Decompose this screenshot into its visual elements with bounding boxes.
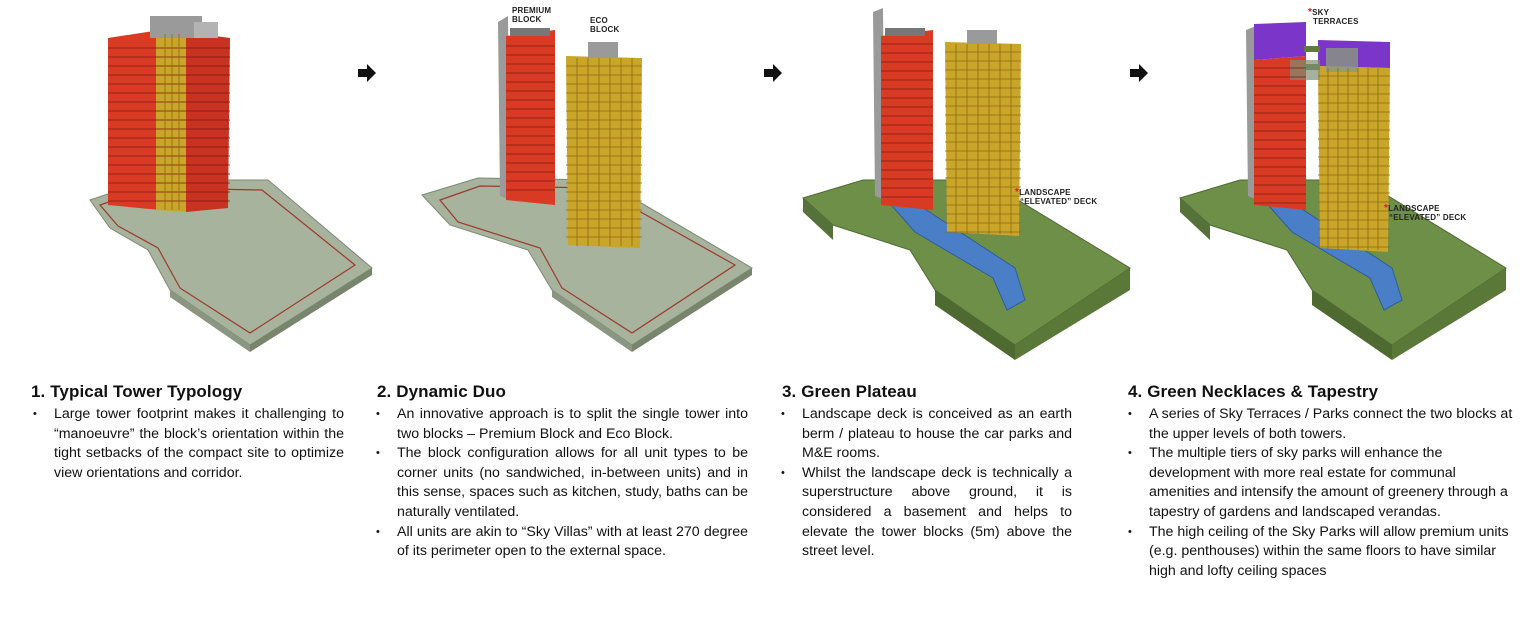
panel-4-bullet-2: • The multiple tiers of sky parks will enhance the development with more real estate for communal amenities and intensify the amount of greenery through a tapestry of gardens and landscaped verandas.: [1126, 444, 1516, 522]
panel-1-bullets: [31, 405, 344, 483]
panel-2-bullet-1: • An innovative approach is to split the single tower into two blocks – Premium Block and Eco Block.: [374, 405, 748, 444]
green-necklaces-illustration: [1150, 0, 1539, 360]
dynamic-duo-illustration: [380, 0, 775, 360]
panel-4-bullet-3: • The high ceiling of the Sky Parks will allow premium units (e.g. penthouses) within the same floors to have similar high and lofty ceiling spaces: [1126, 523, 1516, 582]
panel-3-bullets: [779, 405, 1072, 562]
tower-typology-illustration: [0, 0, 380, 360]
panel-3-bullet-1: • Landscape deck is conceived as an earth berm / plateau to house the car parks and M&E rooms.: [779, 405, 1072, 464]
panel-4: [1128, 0, 1539, 642]
red-star-icon: *: [1015, 187, 1020, 198]
deck-label-line-1: LANDSCAPE: [1019, 188, 1071, 197]
deck-label-line-1: LANDSCAPE: [1388, 204, 1440, 213]
landscape-deck-label: [1384, 204, 1466, 222]
panel-3-bullet-2: • Whilst the landscape deck is technically a superstructure above ground, it is considered a basement and helps to elevate the tower blocks (5m) above the street level.: [779, 464, 1072, 562]
landscape-deck-label: [1015, 188, 1097, 206]
panel-1: [0, 0, 380, 642]
panel-3: [782, 0, 1145, 642]
premium-label-line-1: PREMIUM: [512, 6, 552, 15]
arrow-right-icon: [1128, 62, 1150, 84]
red-star-icon: *: [1384, 203, 1389, 214]
eco-block-label: [590, 16, 619, 34]
panel-3-heading: 3. Green Plateau: [782, 382, 917, 401]
deck-label-line-2: “ELEVATED” DECK: [1389, 213, 1467, 222]
panel-2-bullets: [374, 405, 748, 562]
panel-1-heading: 1. Typical Tower Typology: [31, 382, 243, 401]
panel-4-heading: 4. Green Necklaces & Tapestry: [1128, 382, 1379, 401]
sky-label-line-1: SKY: [1312, 8, 1330, 17]
arrow-right-icon: [356, 62, 378, 84]
panel-2-bullet-2: • The block configuration allows for all unit types to be corner units (no sandwiched, in-between units) and in this sense, spaces such as kitchen, study, baths can be naturally ventilated.: [374, 444, 748, 522]
panel-4-bullet-1: • A series of Sky Terraces / Parks connect the two blocks at the upper levels of both towers.: [1126, 405, 1516, 444]
premium-label-line-2: BLOCK: [512, 15, 542, 24]
deck-label-line-2: “ELEVATED” DECK: [1020, 197, 1098, 206]
panel-2-bullet-3: • All units are akin to “Sky Villas” with at least 270 degree of its perimeter open to the external space.: [374, 523, 748, 562]
arrow-right-icon: [762, 62, 784, 84]
eco-label-line-1: ECO: [590, 16, 608, 25]
red-star-icon: *: [1308, 7, 1313, 18]
panel-4-bullets: [1126, 405, 1516, 581]
panel-1-bullet-1: • Large tower footprint makes it challenging to “manoeuvre” the block’s orientation within the tight setbacks of the compact site to optimize view orientations and corridor.: [31, 405, 344, 483]
premium-block-label: [512, 6, 551, 24]
green-plateau-illustration: [785, 0, 1145, 360]
eco-label-line-2: BLOCK: [590, 25, 620, 34]
sky-label-line-2: TERRACES: [1313, 17, 1359, 26]
panel-2: [377, 0, 775, 642]
panel-2-heading: 2. Dynamic Duo: [377, 382, 506, 401]
sky-terraces-label: [1308, 8, 1359, 26]
